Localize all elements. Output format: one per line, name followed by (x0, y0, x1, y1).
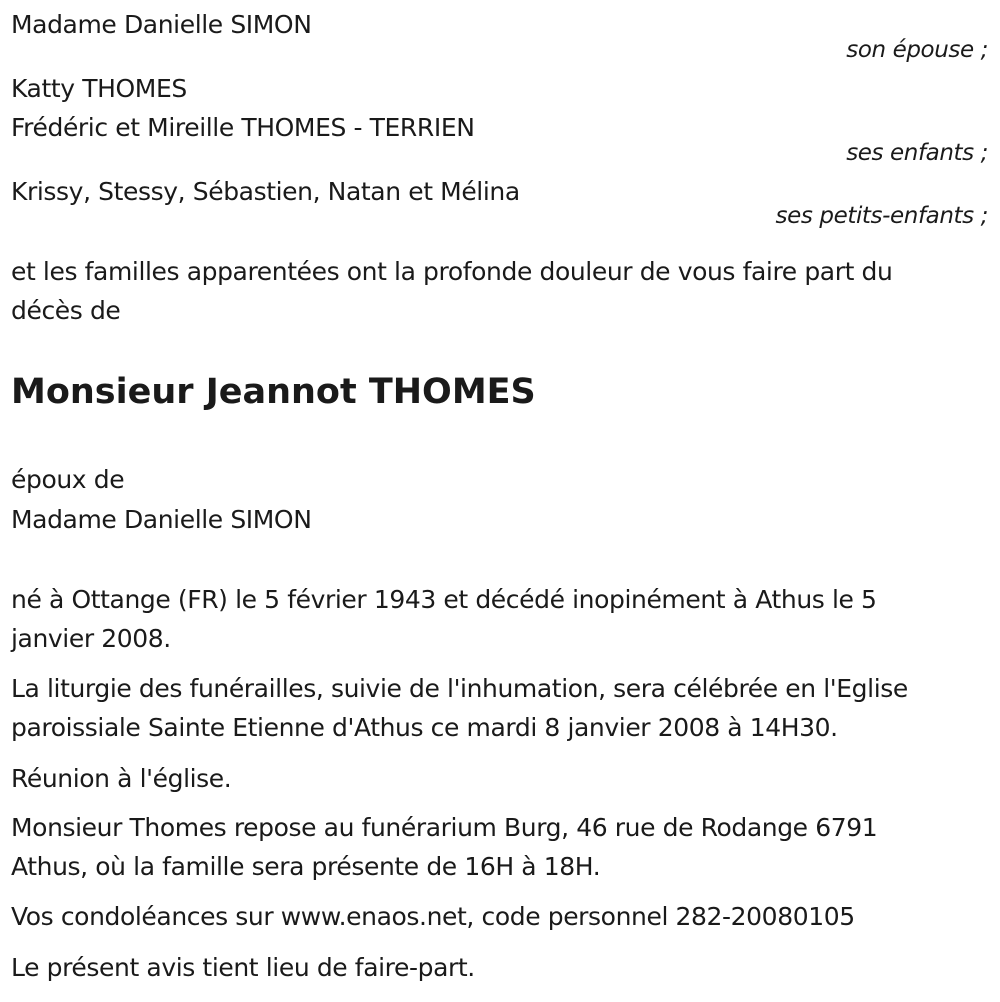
liturgy-line-1: La liturgie des funérailles, suivie de l'inhumation, sera célébrée en l'Eglise (11, 674, 908, 703)
child-name-2: Frédéric et Mireille THOMES - TERRIEN (11, 113, 475, 142)
birth-death-line-2: janvier 2008. (11, 624, 171, 653)
deceased-name: Monsieur Jeannot THOMES (11, 372, 536, 412)
notice-line: Le présent avis tient lieu de faire-part. (11, 953, 475, 982)
condolences-line: Vos condoléances sur www.enaos.net, code personnel 282-20080105 (11, 902, 855, 931)
liturgy-line-2: paroissiale Sainte Etienne d'Athus ce mardi 8 janvier 2008 à 14H30. (11, 713, 838, 742)
grandchildren-names: Krissy, Stessy, Sébastien, Natan et Mélina (11, 177, 520, 206)
meeting-line: Réunion à l'église. (11, 764, 232, 793)
rest-line-2: Athus, où la famille sera présente de 16H à 18H. (11, 852, 601, 881)
spouse-role: son épouse ; (846, 37, 988, 63)
relation-label: époux de (11, 465, 125, 494)
child-name-1: Katty THOMES (11, 74, 187, 103)
children-role: ses enfants ; (846, 140, 988, 166)
grandchildren-role: ses petits-enfants ; (775, 203, 988, 229)
birth-death-line-1: né à Ottange (FR) le 5 février 1943 et décédé inopinément à Athus le 5 (11, 585, 877, 614)
deceased-spouse-name: Madame Danielle SIMON (11, 505, 312, 534)
spouse-name: Madame Danielle SIMON (11, 10, 312, 39)
announcement-line-1: et les familles apparentées ont la profonde douleur de vous faire part du (11, 257, 893, 286)
rest-line-1: Monsieur Thomes repose au funérarium Burg, 46 rue de Rodange 6791 (11, 813, 878, 842)
announcement-line-2: décès de (11, 296, 121, 325)
